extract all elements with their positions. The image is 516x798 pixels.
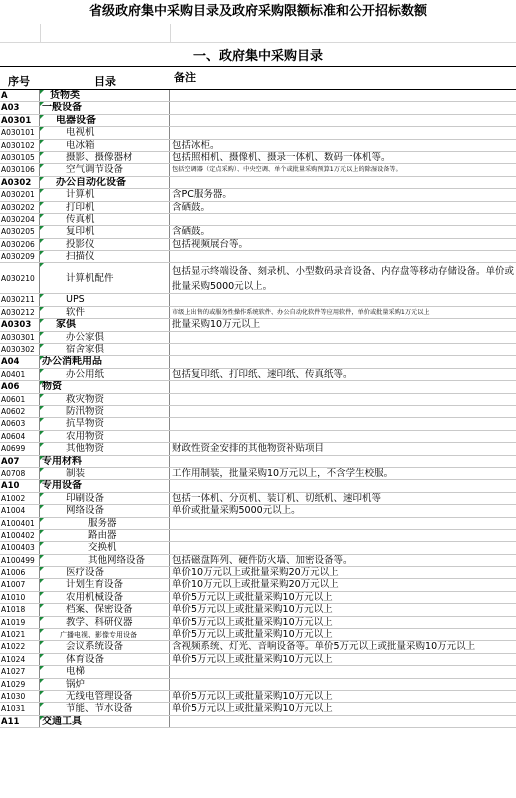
row-code: A1022 [0, 641, 40, 652]
row-item: 印刷设备 [40, 493, 170, 504]
row-item: 一般设备 [40, 102, 170, 113]
cell-marker [40, 202, 44, 206]
row-code: A0601 [0, 394, 40, 405]
table-row [0, 443, 516, 455]
table-row [0, 102, 516, 114]
row-code: A1024 [0, 654, 40, 665]
table-row [0, 394, 516, 406]
row-code: A1031 [0, 703, 40, 714]
row-item: 医疗设备 [40, 567, 170, 578]
catalog-table [0, 90, 516, 728]
row-note: 含硒鼓。 [172, 201, 211, 213]
cell-marker [40, 164, 44, 168]
table-row [0, 239, 516, 251]
row-note: 单价5万元以上或批量采购10万元以上 [172, 690, 333, 702]
row-item: 办公消耗用品 [40, 356, 170, 367]
table-row [0, 164, 516, 176]
row-code: A030106 [0, 164, 40, 175]
cell-marker [40, 152, 44, 156]
table-row [0, 468, 516, 480]
row-note [170, 679, 516, 690]
row-item: 教学、科研仪器 [40, 617, 170, 628]
cell-marker [40, 666, 44, 670]
table-row [0, 356, 516, 368]
row-item: 交通工具 [40, 716, 170, 727]
table-row [0, 542, 516, 554]
cell-marker [40, 319, 44, 323]
table-row [0, 579, 516, 591]
row-code: A1010 [0, 592, 40, 603]
row-code: A1004 [0, 505, 40, 516]
row-item: 防汛物资 [40, 406, 170, 417]
row-code: A1018 [0, 604, 40, 615]
row-item: 摄影、摄像器材 [40, 152, 170, 163]
row-item: 计算机 [40, 189, 170, 200]
row-note: 含视频系统、灯光、音响设备等。单价5万元以上或批量采购10万元以上 [172, 641, 476, 653]
table-row [0, 381, 516, 393]
row-item: 办公自动化设备 [40, 177, 170, 188]
cell-marker [40, 468, 44, 472]
row-note: 单价5万元以上或批量采购10万元以上 [172, 591, 333, 603]
row-note: 单价或批量采购5000元以上。 [172, 505, 301, 517]
cell-marker [40, 493, 44, 497]
table-row [0, 307, 516, 319]
cell-marker [40, 542, 44, 546]
row-code: A1030 [0, 691, 40, 702]
cell-marker [40, 381, 44, 385]
cell-marker [40, 307, 44, 311]
cell-marker [40, 691, 44, 695]
table-row [0, 418, 516, 430]
header-item: 目录 [94, 75, 116, 88]
row-code: A0604 [0, 431, 40, 442]
row-item: 档案、保密设备 [40, 604, 170, 615]
row-code: A030202 [0, 202, 40, 213]
cell-marker [40, 189, 44, 193]
table-row [0, 140, 516, 152]
grid-line [40, 24, 41, 42]
cell-marker [40, 716, 44, 720]
row-note [170, 356, 516, 367]
row-note: 单价5万元以上或批量采购10万元以上 [172, 629, 333, 641]
header-num: 序号 [8, 75, 30, 88]
row-note: 包括空调器（定点采购）、中央空调、单个或批量采购预算1万元以上的除湿设备等。 [172, 166, 402, 174]
row-item: 无线电管理设备 [40, 691, 170, 702]
cell-marker [40, 629, 44, 633]
cell-marker [40, 177, 44, 181]
table-row [0, 518, 516, 530]
row-item: 家俱 [40, 319, 170, 330]
row-item: 物资 [40, 381, 170, 392]
row-note: 单价5万元以上或批量采购10万元以上 [172, 616, 333, 628]
row-note: 包括显示终端设备、刻录机、小型数码录音设备、内存盘等移动存储设备。单价或批量采购5000元以上。 [172, 266, 515, 293]
row-code: A07 [0, 456, 40, 467]
row-item: 投影仪 [40, 239, 170, 250]
row-note: 包括磁盘阵列、硬件防火墙、加密设备等。 [172, 554, 353, 566]
row-note [170, 480, 516, 491]
cell-marker [40, 239, 44, 243]
row-code: A030102 [0, 140, 40, 151]
table-row [0, 177, 516, 189]
table-row [0, 456, 516, 468]
row-code: A030301 [0, 332, 40, 343]
cell-marker [40, 102, 44, 106]
row-item: 抗旱物资 [40, 418, 170, 429]
cell-marker [40, 555, 44, 559]
table-row [0, 654, 516, 666]
row-code: A100402 [0, 530, 40, 541]
row-note: 包括视频展台等。 [172, 238, 249, 250]
row-code: A1021 [0, 629, 40, 640]
table-row [0, 319, 516, 331]
row-note: 包括复印纸、打印纸、速印纸、传真纸等。 [172, 368, 353, 380]
cell-marker [40, 90, 44, 94]
row-item: 路由器 [40, 530, 170, 541]
cell-marker [40, 418, 44, 422]
row-item: 农用机械设备 [40, 592, 170, 603]
row-item: 计算机配件 [40, 263, 170, 293]
row-code: A04 [0, 356, 40, 367]
cell-marker [40, 703, 44, 707]
table-row [0, 332, 516, 344]
cell-marker [40, 394, 44, 398]
table-row [0, 641, 516, 653]
row-code: A0301 [0, 115, 40, 126]
row-code: A0401 [0, 369, 40, 380]
cell-marker [40, 567, 44, 571]
row-item: 广播电视、影像专用设备 [40, 629, 170, 640]
row-note [170, 418, 516, 429]
row-item: 打印机 [40, 202, 170, 213]
row-item: 节能、节水设备 [40, 703, 170, 714]
row-item: 空气调节设备 [40, 164, 170, 175]
blank-row [0, 24, 516, 43]
row-code: A0699 [0, 443, 40, 454]
row-code: A030212 [0, 307, 40, 318]
row-item: 制装 [40, 468, 170, 479]
table-row [0, 115, 516, 127]
row-note [170, 102, 516, 113]
row-note: 包括冰柜。 [172, 139, 220, 151]
row-code: A1006 [0, 567, 40, 578]
row-note: 单价10万元以上或批量采购20万元以上 [172, 579, 339, 591]
cell-marker [40, 344, 44, 348]
row-note [170, 530, 516, 541]
table-row [0, 226, 516, 238]
row-note [170, 381, 516, 392]
row-item: 扫描仪 [40, 251, 170, 262]
row-item: 办公家俱 [40, 332, 170, 343]
row-code: A030101 [0, 127, 40, 138]
row-item: 会议系统设备 [40, 641, 170, 652]
row-code: A1019 [0, 617, 40, 628]
table-row [0, 406, 516, 418]
header-note: 备注 [174, 71, 196, 84]
row-note [170, 127, 516, 138]
cell-marker [40, 456, 44, 460]
row-note [170, 666, 516, 677]
row-code: A030204 [0, 214, 40, 225]
row-code: A1027 [0, 666, 40, 677]
cell-marker [40, 505, 44, 509]
document-title: 省级政府集中采购目录及政府采购限额标准和公开招标数额 [88, 4, 427, 19]
table-row [0, 127, 516, 139]
row-note [170, 332, 516, 343]
table-row [0, 604, 516, 616]
row-code: A03 [0, 102, 40, 113]
cell-marker [40, 214, 44, 218]
row-note [170, 115, 516, 126]
row-code: A10 [0, 480, 40, 491]
cell-marker [40, 251, 44, 255]
row-code: A [0, 90, 40, 101]
table-row [0, 294, 516, 306]
row-note: 包括照相机、摄像机、摄录一体机、数码一体机等。 [172, 151, 391, 163]
cell-marker [40, 592, 44, 596]
row-item: 救灾物资 [40, 394, 170, 405]
row-code: A100401 [0, 518, 40, 529]
row-code: A11 [0, 716, 40, 727]
cell-marker [40, 140, 44, 144]
row-code: A030105 [0, 152, 40, 163]
cell-marker [40, 530, 44, 534]
table-row [0, 263, 516, 294]
row-item: 电器设备 [40, 115, 170, 126]
cell-marker [40, 443, 44, 447]
row-code: A0603 [0, 418, 40, 429]
row-code: A030210 [0, 263, 40, 293]
cell-marker [40, 641, 44, 645]
row-note [170, 294, 516, 305]
row-note [170, 716, 516, 727]
row-item: 宿舍家俱 [40, 344, 170, 355]
table-row [0, 666, 516, 678]
cell-marker [40, 406, 44, 410]
cell-marker [40, 617, 44, 621]
section-title: 一、政府集中采购目录 [0, 44, 516, 67]
table-row [0, 530, 516, 542]
table-header [0, 67, 516, 90]
row-item: 办公用纸 [40, 369, 170, 380]
row-note [170, 406, 516, 417]
row-code: A100403 [0, 542, 40, 553]
cell-marker [40, 356, 44, 360]
table-row [0, 555, 516, 567]
row-note [170, 456, 516, 467]
row-item: 复印机 [40, 226, 170, 237]
row-code: A030205 [0, 226, 40, 237]
row-note: 工作用制装，批量采购10万元以上，不含学生校服。 [172, 467, 394, 479]
row-note [170, 214, 516, 225]
row-note [170, 431, 516, 442]
table-row [0, 716, 516, 728]
table-row [0, 431, 516, 443]
table-row [0, 691, 516, 703]
row-note: 含PC服务器。 [172, 189, 232, 201]
row-code: A030302 [0, 344, 40, 355]
row-note [170, 344, 516, 355]
row-item: 其他物资 [40, 443, 170, 454]
row-note: 单价5万元以上或批量采购10万元以上 [172, 653, 333, 665]
table-row [0, 344, 516, 356]
row-item: 其他网络设备 [40, 555, 170, 566]
cell-marker [40, 369, 44, 373]
table-row [0, 703, 516, 715]
cell-marker [40, 127, 44, 131]
row-code: A030201 [0, 189, 40, 200]
table-row [0, 617, 516, 629]
table-row [0, 90, 516, 102]
row-note: 包括一体机、分页机、装订机、切纸机、速印机等 [172, 492, 382, 504]
row-code: A1007 [0, 579, 40, 590]
cell-marker [40, 226, 44, 230]
cell-marker [40, 294, 44, 298]
row-item: 服务器 [40, 518, 170, 529]
table-row [0, 493, 516, 505]
row-item: 网络设备 [40, 505, 170, 516]
row-code: A0302 [0, 177, 40, 188]
cell-marker [40, 654, 44, 658]
table-row [0, 567, 516, 579]
row-item: UPS [40, 294, 170, 305]
table-row [0, 189, 516, 201]
cell-marker [40, 679, 44, 683]
row-item: 专用设备 [40, 480, 170, 491]
cell-marker [40, 518, 44, 522]
cell-marker [40, 332, 44, 336]
grid-line [170, 24, 171, 42]
cell-marker [40, 115, 44, 119]
row-code: A1029 [0, 679, 40, 690]
row-note: 含硒鼓。 [172, 226, 211, 238]
table-row [0, 202, 516, 214]
row-note [170, 518, 516, 529]
row-item: 锅炉 [40, 679, 170, 690]
cell-marker [40, 604, 44, 608]
row-note [170, 394, 516, 405]
row-item: 交换机 [40, 542, 170, 553]
row-item: 农用物资 [40, 431, 170, 442]
row-note: 财政性资金安排的其他物资补贴项目 [172, 443, 325, 455]
row-note: 单价10万元以上或批量采购20万元以上 [172, 567, 339, 579]
row-item: 货物类 [40, 90, 170, 101]
table-row [0, 679, 516, 691]
row-item: 计划生育设备 [40, 579, 170, 590]
row-note: 单价5万元以上或批量采购10万元以上 [172, 604, 333, 616]
table-row [0, 214, 516, 226]
row-item: 软件 [40, 307, 170, 318]
row-code: A030211 [0, 294, 40, 305]
table-row [0, 251, 516, 263]
row-note: 批量采购10万元以上 [172, 319, 261, 331]
row-code: A0303 [0, 319, 40, 330]
row-note [170, 542, 516, 553]
cell-marker [40, 431, 44, 435]
row-note: 单价5万元以上或批量采购10万元以上 [172, 703, 333, 715]
row-code: A0602 [0, 406, 40, 417]
cell-marker [40, 579, 44, 583]
row-item: 专用材料 [40, 456, 170, 467]
row-code: A030209 [0, 251, 40, 262]
row-item: 电视机 [40, 127, 170, 138]
table-row [0, 152, 516, 164]
row-note [170, 177, 516, 188]
row-code: A100499 [0, 555, 40, 566]
cell-marker [40, 263, 44, 267]
row-note [170, 90, 516, 101]
row-note [170, 251, 516, 262]
cell-marker [40, 480, 44, 484]
table-row [0, 629, 516, 641]
table-row [0, 369, 516, 381]
row-code: A1002 [0, 493, 40, 504]
row-item: 电冰箱 [40, 140, 170, 151]
row-item: 传真机 [40, 214, 170, 225]
table-row [0, 480, 516, 492]
row-code: A0708 [0, 468, 40, 479]
row-note: 市级上出售的或服务性操作系统软件、办公自动化软件等应用软件，单价或批量采购1万元以上 [172, 308, 430, 316]
row-item: 体育设备 [40, 654, 170, 665]
row-code: A030206 [0, 239, 40, 250]
table-row [0, 505, 516, 517]
row-item: 电梯 [40, 666, 170, 677]
table-row [0, 592, 516, 604]
row-code: A06 [0, 381, 40, 392]
